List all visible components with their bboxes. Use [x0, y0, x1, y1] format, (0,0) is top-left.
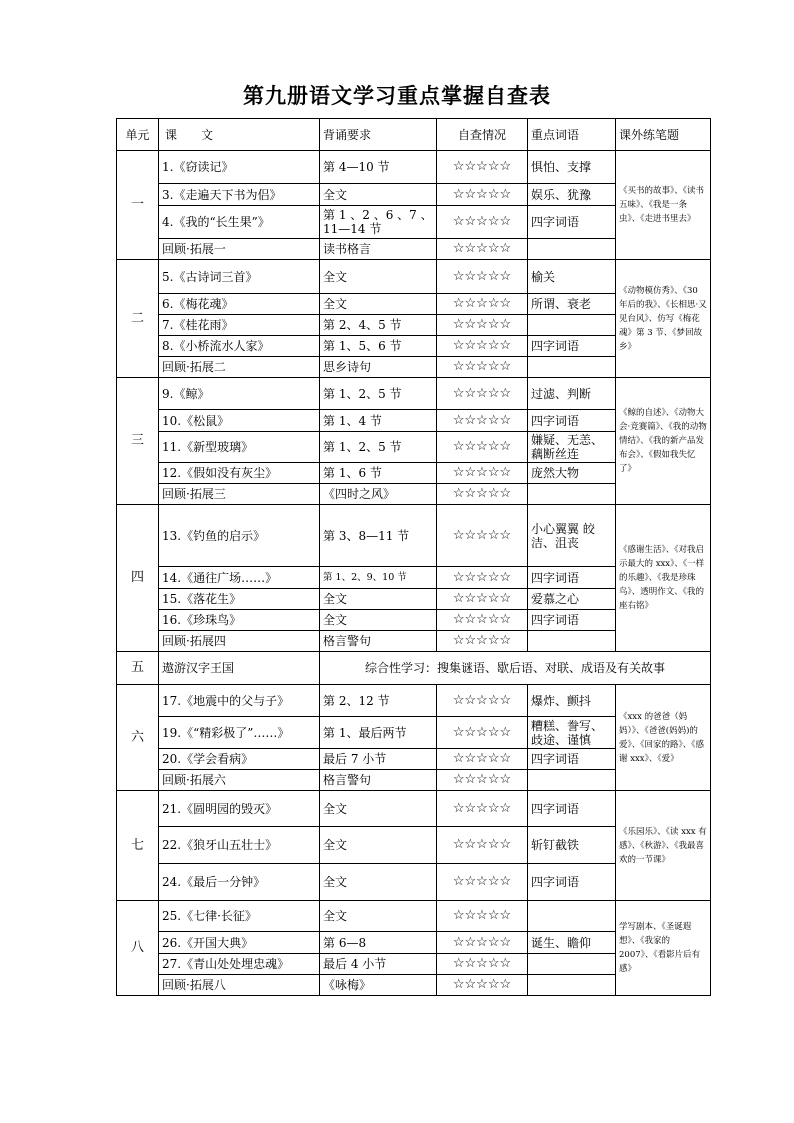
- lesson-cell: 17.《地震中的父与子》: [159, 685, 320, 717]
- recite-cell: 第 4—10 节: [320, 151, 437, 184]
- star-rating[interactable]: ☆☆☆☆☆: [437, 827, 528, 864]
- lesson-cell: 26.《开国大典》: [159, 932, 320, 954]
- recite-cell: 全文: [320, 864, 437, 901]
- star-rating[interactable]: ☆☆☆☆☆: [437, 864, 528, 901]
- lesson-cell: 回顾·拓展八: [159, 975, 320, 996]
- lesson-cell: 5.《古诗词三首》: [159, 260, 320, 294]
- recite-cell: 全文: [320, 184, 437, 206]
- star-rating[interactable]: ☆☆☆☆☆: [437, 932, 528, 954]
- lesson-cell: 12.《假如没有灰尘》: [159, 463, 320, 484]
- exercise-cell: 《鲸的自述》、《动物大会·竞赛篇》、《我的动物情结》、《我的新产品发布会》、《假如我失忆了》: [616, 378, 711, 505]
- lesson-cell: 4.《我的“长生果”》: [159, 206, 320, 239]
- star-rating[interactable]: ☆☆☆☆☆: [437, 357, 528, 378]
- lesson-cell: 8.《小桥流水人家》: [159, 336, 320, 357]
- recite-cell: 最后 7 小节: [320, 749, 437, 770]
- recite-cell: 第 1、4 节: [320, 410, 437, 432]
- recite-cell: 全文: [320, 610, 437, 631]
- recite-cell: 《四时之风》: [320, 484, 437, 505]
- star-rating[interactable]: ☆☆☆☆☆: [437, 954, 528, 975]
- recite-cell: 第 2、4、5 节: [320, 315, 437, 336]
- keyword-cell: 娱乐、犹豫: [528, 184, 616, 206]
- lesson-cell: 16.《珍珠鸟》: [159, 610, 320, 631]
- keyword-cell: 榆关: [528, 260, 616, 294]
- star-rating[interactable]: ☆☆☆☆☆: [437, 717, 528, 749]
- keyword-cell: 四字词语: [528, 567, 616, 589]
- star-rating[interactable]: ☆☆☆☆☆: [437, 151, 528, 184]
- recite-cell: 第 1、最后两节: [320, 717, 437, 749]
- keyword-cell: 所谓、衰老: [528, 294, 616, 315]
- unit-cell: 三: [117, 378, 159, 505]
- star-rating[interactable]: ☆☆☆☆☆: [437, 432, 528, 463]
- lesson-cell: 11.《新型玻璃》: [159, 432, 320, 463]
- keyword-cell: [528, 239, 616, 260]
- lesson-cell: 27.《青山处处埋忠魂》: [159, 954, 320, 975]
- keyword-cell: 小心翼翼 皎洁、沮丧: [528, 505, 616, 567]
- keyword-cell: 过滤、判断: [528, 378, 616, 410]
- table-row: [117, 378, 711, 410]
- lesson-cell: 20.《学会看病》: [159, 749, 320, 770]
- header-lesson: 课 文: [159, 119, 320, 151]
- header-selfcheck: 自查情况: [437, 119, 528, 151]
- lesson-cell: 19.《“精彩极了”……》: [159, 717, 320, 749]
- keyword-cell: 四字词语: [528, 206, 616, 239]
- lesson-cell: 6.《梅花魂》: [159, 294, 320, 315]
- table-row: [117, 685, 711, 717]
- lesson-cell: 回顾·拓展一: [159, 239, 320, 260]
- exercise-cell: 《动物模仿秀》、《30 年后的我》、《长相思·又见台风》、仿写《梅花魂》第 3 节、《梦回故乡》: [616, 260, 711, 378]
- unit-cell: 七: [117, 791, 159, 901]
- table-row: [117, 151, 711, 184]
- unit-cell: 二: [117, 260, 159, 378]
- recite-cell: 全文: [320, 901, 437, 932]
- star-rating[interactable]: ☆☆☆☆☆: [437, 184, 528, 206]
- recite-cell: 全文: [320, 260, 437, 294]
- recite-cell: 全文: [320, 827, 437, 864]
- recite-cell: 第 6—8: [320, 932, 437, 954]
- star-rating[interactable]: ☆☆☆☆☆: [437, 315, 528, 336]
- keyword-cell: 四字词语: [528, 336, 616, 357]
- lesson-cell: 21.《圆明园的毁灭》: [159, 791, 320, 827]
- exercise-cell: 《感谢生活》、《对我启示最大的 xxx》、《一样的乐趣》、《我是珍珠鸟》、透明作文、《我的座右铭》: [616, 505, 711, 652]
- unit-cell: 四: [117, 505, 159, 652]
- header-unit: 单元: [117, 119, 159, 151]
- recite-cell: 全文: [320, 791, 437, 827]
- lesson-cell: 24.《最后一分钟》: [159, 864, 320, 901]
- star-rating[interactable]: ☆☆☆☆☆: [437, 631, 528, 652]
- lesson-cell: 3.《走遍天下书为侣》: [159, 184, 320, 206]
- table-row: [117, 505, 711, 567]
- header-keywords: 重点词语: [528, 119, 616, 151]
- keyword-cell: 四字词语: [528, 610, 616, 631]
- header-exercise: 课外练笔题: [616, 119, 711, 151]
- exercise-cell: 《乐园乐》、《读 xxx 有感》、《秋游》、《我最喜欢的一节课》: [616, 791, 711, 901]
- keyword-cell: 惧怕、支撑: [528, 151, 616, 184]
- keyword-cell: 嫌疑、无恙、藕断丝连: [528, 432, 616, 463]
- integrated-learning-cell: 综合性学习：搜集谜语、歇后语、对联、成语及有关故事: [320, 652, 711, 685]
- table-row: [117, 901, 711, 932]
- table-row: [117, 791, 711, 827]
- star-rating[interactable]: ☆☆☆☆☆: [437, 791, 528, 827]
- keyword-cell: [528, 357, 616, 378]
- keyword-cell: 爱慕之心: [528, 589, 616, 610]
- page-title: 第九册语文学习重点掌握自查表: [243, 83, 551, 108]
- keyword-cell: [528, 484, 616, 505]
- exercise-cell: 学写剧本、《圣诞遐想》、《我家的 2007》、《看影片后有感》: [616, 901, 711, 996]
- lesson-cell: 回顾·拓展三: [159, 484, 320, 505]
- keyword-cell: [528, 770, 616, 791]
- lesson-cell: 1.《窃读记》: [159, 151, 320, 184]
- star-rating[interactable]: ☆☆☆☆☆: [437, 378, 528, 410]
- recite-cell: 第 3、8—11 节: [320, 505, 437, 567]
- star-rating[interactable]: ☆☆☆☆☆: [437, 749, 528, 770]
- lesson-cell: 遨游汉字王国: [159, 652, 320, 685]
- table-row: [117, 652, 711, 685]
- recite-cell: 第 1、2、9、10 节: [320, 567, 437, 589]
- lesson-cell: 回顾·拓展二: [159, 357, 320, 378]
- header-recite: 背诵要求: [320, 119, 437, 151]
- unit-cell: 一: [117, 151, 159, 260]
- star-rating[interactable]: ☆☆☆☆☆: [437, 505, 528, 567]
- star-rating[interactable]: ☆☆☆☆☆: [437, 239, 528, 260]
- star-rating[interactable]: ☆☆☆☆☆: [437, 685, 528, 717]
- star-rating[interactable]: ☆☆☆☆☆: [437, 206, 528, 239]
- keyword-cell: [528, 315, 616, 336]
- keyword-cell: 糟糕、誊写、歧途、谨慎: [528, 717, 616, 749]
- keyword-cell: 爆炸、颤抖: [528, 685, 616, 717]
- recite-cell: 思乡诗句: [320, 357, 437, 378]
- unit-cell: 六: [117, 685, 159, 791]
- lesson-cell: 13.《钓鱼的启示》: [159, 505, 320, 567]
- recite-cell: 第 1、5、6 节: [320, 336, 437, 357]
- star-rating[interactable]: ☆☆☆☆☆: [437, 410, 528, 432]
- recite-cell: 第 1、2、5 节: [320, 432, 437, 463]
- star-rating[interactable]: ☆☆☆☆☆: [437, 589, 528, 610]
- lesson-cell: 回顾·拓展四: [159, 631, 320, 652]
- keyword-cell: 四字词语: [528, 749, 616, 770]
- keyword-cell: [528, 631, 616, 652]
- keyword-cell: [528, 954, 616, 975]
- recite-cell: 第 1、2、5 节: [320, 378, 437, 410]
- keyword-cell: 四字词语: [528, 410, 616, 432]
- keyword-cell: 四字词语: [528, 791, 616, 827]
- keyword-cell: [528, 901, 616, 932]
- star-rating[interactable]: ☆☆☆☆☆: [437, 610, 528, 631]
- keyword-cell: 庞然大物: [528, 463, 616, 484]
- lesson-cell: 回顾·拓展六: [159, 770, 320, 791]
- recite-cell: 《咏梅》: [320, 975, 437, 996]
- star-rating[interactable]: ☆☆☆☆☆: [437, 463, 528, 484]
- star-rating[interactable]: ☆☆☆☆☆: [437, 294, 528, 315]
- table-row: [117, 260, 711, 294]
- exercise-cell: 《xxx 的爸爸（妈妈）》、《爸爸(妈妈)的爱》、《回家的路》、《感谢 xxx》、《爱》: [616, 685, 711, 791]
- star-rating[interactable]: ☆☆☆☆☆: [437, 260, 528, 294]
- recite-cell: 格言警句: [320, 770, 437, 791]
- lesson-cell: 14.《通往广场……》: [159, 567, 320, 589]
- star-rating[interactable]: ☆☆☆☆☆: [437, 901, 528, 932]
- keyword-cell: 斩钉截铁: [528, 827, 616, 864]
- star-rating[interactable]: ☆☆☆☆☆: [437, 336, 528, 357]
- keyword-cell: 四字词语: [528, 864, 616, 901]
- recite-cell: 全文: [320, 589, 437, 610]
- recite-cell: 读书格言: [320, 239, 437, 260]
- header-row: [117, 119, 711, 151]
- lesson-cell: 22.《狼牙山五壮士》: [159, 827, 320, 864]
- recite-cell: 全文: [320, 294, 437, 315]
- lesson-cell: 7.《桂花雨》: [159, 315, 320, 336]
- star-rating[interactable]: ☆☆☆☆☆: [437, 770, 528, 791]
- self-check-table: [116, 118, 711, 996]
- exercise-cell: 《买书的故事》、《读书五味》、《我是一条虫》、《走进书里去》: [616, 151, 711, 260]
- recite-cell: 格言警句: [320, 631, 437, 652]
- recite-cell: 第 1、6 节: [320, 463, 437, 484]
- lesson-cell: 15.《落花生》: [159, 589, 320, 610]
- star-rating[interactable]: ☆☆☆☆☆: [437, 975, 528, 996]
- lesson-cell: 10.《松鼠》: [159, 410, 320, 432]
- keyword-cell: [528, 975, 616, 996]
- lesson-cell: 9.《鲸》: [159, 378, 320, 410]
- recite-cell: 最后 4 小节: [320, 954, 437, 975]
- unit-cell: 五: [117, 652, 159, 685]
- star-rating[interactable]: ☆☆☆☆☆: [437, 484, 528, 505]
- keyword-cell: 诞生、瞻仰: [528, 932, 616, 954]
- unit-cell: 八: [117, 901, 159, 996]
- star-rating[interactable]: ☆☆☆☆☆: [437, 567, 528, 589]
- recite-cell: 第 1 、2 、6 、7 、11—14 节: [320, 206, 437, 239]
- recite-cell: 第 2、12 节: [320, 685, 437, 717]
- lesson-cell: 25.《七律·长征》: [159, 901, 320, 932]
